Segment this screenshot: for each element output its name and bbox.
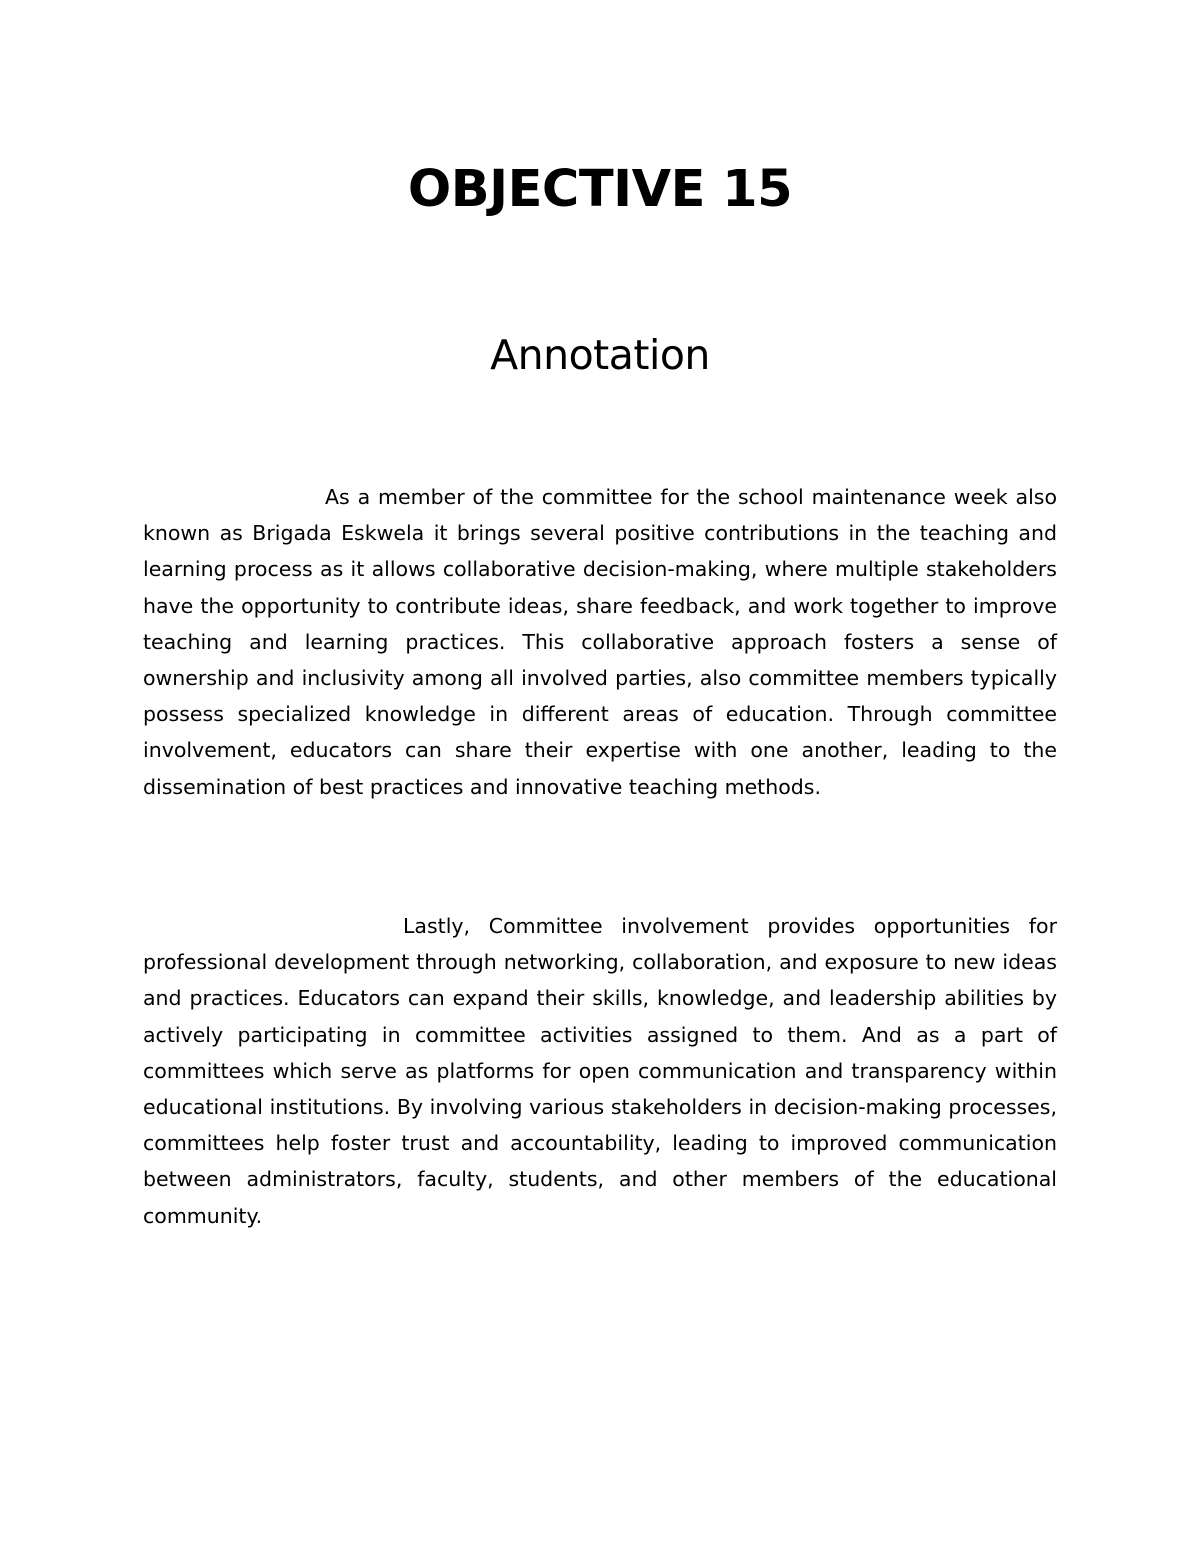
document-title: OBJECTIVE 15	[407, 160, 793, 219]
document-subtitle: Annotation	[490, 331, 710, 379]
body-paragraph-1: As a member of the committee for the school maintenance week also known as Brigada Eskwela it brings several positive contributions in the teaching and learning process as it allows collaborative decision-making, where multiple stakeholders have the opportunity to contribute ideas, share feedback, and work together to improve teaching and learning practices. This collaborative approach fosters a sense of ownership and inclusivity among all involved parties, also committee members typically possess specialized knowledge in different areas of education. Through committee involvement, educators can share their expertise with one another, leading to the dissemination of best practices and innovative teaching methods.	[143, 485, 1057, 799]
body-paragraph-2: Lastly, Committee involvement provides opportunities for professional development through networking, collaboration, and exposure to new ideas and practices. Educators can expand their skills, knowledge, and leadership abilities by actively participating in committee activities assigned to them. And as a part of committees which serve as platforms for open communication and transparency within educational institutions. By involving various stakeholders in decision-making processes, committees help foster trust and accountability, leading to improved communication between administrators, faculty, students, and other members of the educational community.	[143, 914, 1057, 1228]
